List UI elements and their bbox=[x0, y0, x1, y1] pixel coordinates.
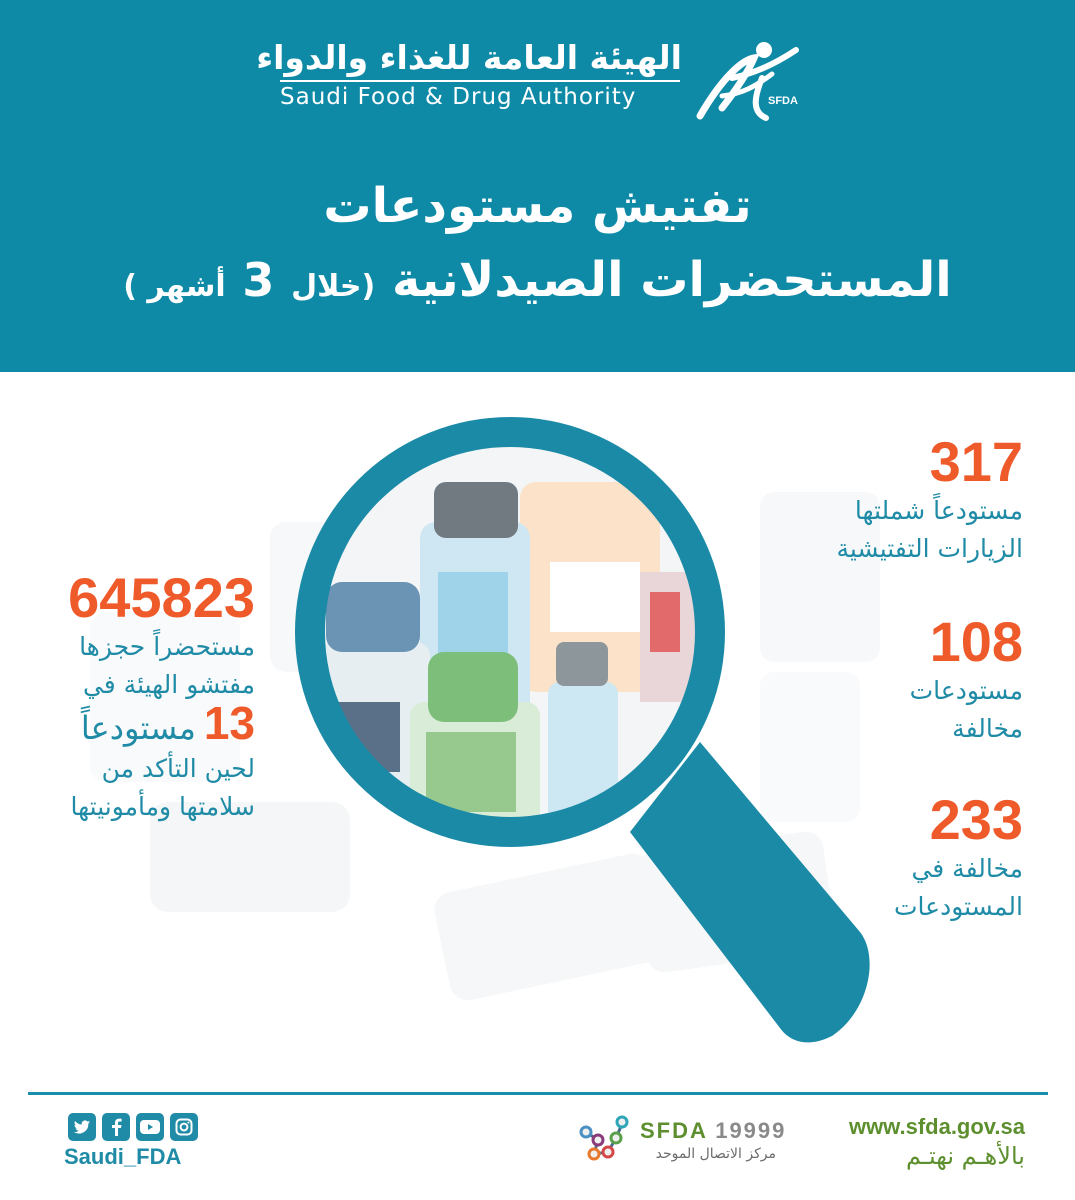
stat-seized-products bbox=[68, 568, 255, 826]
instagram-icon[interactable] bbox=[170, 1113, 198, 1141]
org-name-english: Saudi Food & Drug Authority bbox=[280, 84, 637, 110]
page-title-line2 bbox=[0, 252, 1075, 308]
stat-label-line2: مفتشو الهيئة في bbox=[82, 670, 255, 699]
stat-count-line bbox=[68, 697, 255, 750]
stat-label-line1: مستحضراً حجزها bbox=[79, 632, 255, 661]
period-prefix: (خلال bbox=[291, 269, 376, 304]
pill-pack-bg-2 bbox=[431, 850, 669, 1003]
stat-label-line1: مستودعات bbox=[909, 676, 1023, 705]
stat-value: 645823 bbox=[68, 566, 255, 629]
slogan: بالأهـم نهتـم bbox=[906, 1142, 1025, 1170]
call-center-label: مركز الاتصال الموحد bbox=[655, 1146, 776, 1162]
stat-label-line2: الزيارات التفتيشية bbox=[836, 534, 1023, 563]
warehouse-count: 13 bbox=[203, 697, 255, 749]
stat-label-line2: مخالفة bbox=[952, 714, 1023, 743]
stat-value: 108 bbox=[929, 610, 1023, 673]
stat-violations bbox=[894, 790, 1023, 926]
title-line2-text: المستحضرات الصيدلانية bbox=[391, 252, 952, 308]
stat-value: 233 bbox=[929, 788, 1023, 851]
stat-violating-warehouses bbox=[910, 612, 1023, 748]
youtube-icon[interactable] bbox=[136, 1113, 164, 1141]
stat-value: 317 bbox=[929, 430, 1023, 493]
period-number: 3 bbox=[242, 253, 275, 307]
logo-abbr: SFDA bbox=[768, 95, 798, 107]
logo-divider bbox=[280, 80, 680, 82]
website-link[interactable]: www.sfda.gov.sa bbox=[848, 1114, 1025, 1139]
bottle-cap-blue bbox=[326, 582, 420, 652]
bottle-cap-green bbox=[428, 652, 518, 722]
bottle-bg-4 bbox=[760, 672, 860, 822]
period-suffix: أشهر ) bbox=[123, 269, 226, 304]
stat-warehouses-visited bbox=[836, 432, 1023, 568]
footer-divider bbox=[28, 1092, 1048, 1095]
bottle-cap-grey bbox=[434, 482, 518, 538]
warehouse-count-label: مستودعاً bbox=[80, 709, 196, 747]
call-center-name: SFDA bbox=[640, 1118, 708, 1143]
header-banner bbox=[0, 0, 1075, 372]
twitter-icon[interactable] bbox=[68, 1113, 96, 1141]
stat-label-line1: مستودعاً شملتها bbox=[854, 496, 1023, 525]
stat-label-line4: سلامتها ومأمونيتها bbox=[70, 792, 255, 821]
social-handle[interactable]: Saudi_FDA bbox=[64, 1144, 182, 1169]
page-title-line1: تفتيش مستودعات bbox=[323, 178, 752, 234]
sfda-logo-icon bbox=[692, 38, 802, 124]
facebook-icon[interactable] bbox=[102, 1113, 130, 1141]
call-center-icon bbox=[572, 1108, 634, 1170]
stat-label-line3: لحين التأكد من bbox=[101, 754, 255, 783]
org-name-arabic: الهيئة العامة للغذاء والدواء bbox=[256, 38, 682, 77]
call-center-title bbox=[640, 1118, 786, 1144]
stat-label-line1: مخالفة في bbox=[911, 854, 1023, 883]
social-icons bbox=[68, 1113, 198, 1141]
stat-label-line2: المستودعات bbox=[894, 892, 1023, 921]
call-center-number[interactable]: 19999 bbox=[715, 1118, 787, 1143]
